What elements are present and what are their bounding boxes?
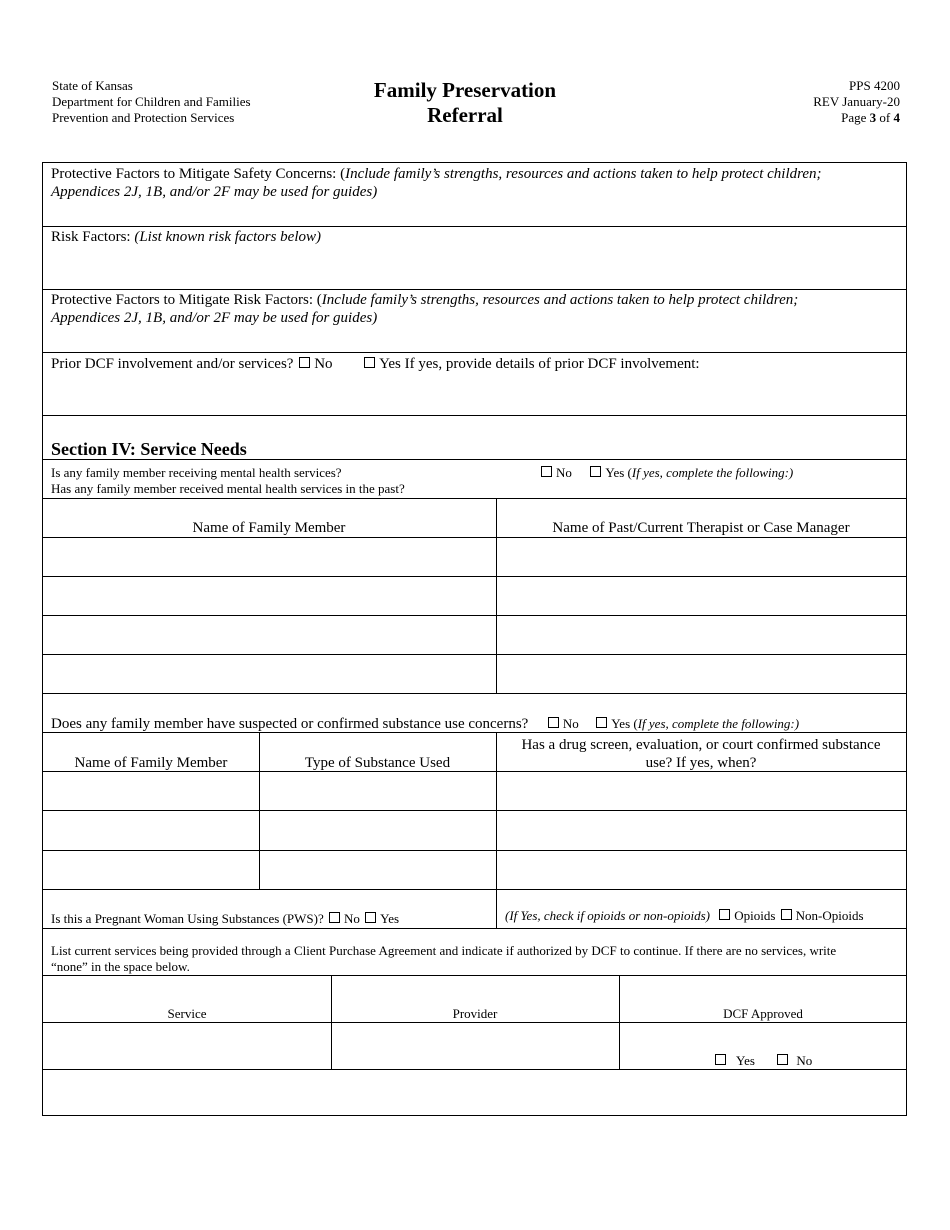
pws-yes-checkbox[interactable] bbox=[365, 912, 376, 923]
protective-risk-label: Protective Factors to Mitigate Risk Factors: (Include family’s strengths, resources and actions taken to help protect children; Appendices 2J, 1B, and/or 2F may be used for guides) bbox=[51, 292, 799, 326]
divider bbox=[43, 352, 906, 353]
mh-yes-label: Yes ( bbox=[605, 465, 632, 480]
mh-yes-checkbox[interactable] bbox=[590, 466, 601, 477]
sub-col-family-member: Name of Family Member bbox=[74, 755, 228, 771]
referral-form bbox=[42, 162, 907, 1116]
substance-row bbox=[51, 715, 799, 733]
mh-questions bbox=[51, 465, 405, 497]
divider bbox=[43, 226, 906, 227]
form-revision: REV January-20 bbox=[813, 94, 900, 109]
section-iv-title: Section IV: Service Needs bbox=[51, 439, 247, 459]
opioids-label: Opioids bbox=[734, 908, 776, 923]
divider bbox=[43, 975, 906, 976]
substance-yes-checkbox[interactable] bbox=[596, 717, 607, 728]
sub-row bbox=[43, 850, 906, 851]
svc-col-provider: Provider bbox=[452, 1006, 498, 1021]
pws-no-checkbox[interactable] bbox=[329, 912, 340, 923]
non-opioids-label: Non-Opioids bbox=[795, 908, 864, 923]
mh-yes-instruction: If yes, complete the following:) bbox=[631, 465, 794, 480]
mh-row bbox=[43, 654, 906, 655]
dcf-approved-yes-label: Yes bbox=[736, 1053, 755, 1068]
prior-dcf-no-label: No bbox=[314, 356, 333, 372]
svc-row bbox=[43, 1022, 906, 1023]
page-word: Page bbox=[841, 110, 867, 125]
mh-question-2: Has any family member received mental health services in the past? bbox=[51, 481, 405, 496]
form-title-line1: Family Preservation bbox=[373, 78, 557, 102]
prior-dcf-no-checkbox[interactable] bbox=[299, 357, 310, 368]
mh-col-therapist: Name of Past/Current Therapist or Case Manager bbox=[552, 520, 850, 536]
mh-no-label: No bbox=[556, 465, 572, 480]
agency-line: Prevention and Protection Services bbox=[52, 110, 235, 125]
protective-safety-label: Protective Factors to Mitigate Safety Concerns: (Include family’s strengths, resources and actions taken to help protect children; Appendices 2J, 1B, and/or 2F may be used for guides) bbox=[51, 166, 822, 200]
substance-yes-label: Yes ( bbox=[611, 716, 638, 731]
opioids-checkbox[interactable] bbox=[719, 909, 730, 920]
mh-no-checkbox[interactable] bbox=[541, 466, 552, 477]
substance-no-checkbox[interactable] bbox=[548, 717, 559, 728]
page-current: 3 bbox=[869, 110, 877, 125]
non-opioids-checkbox[interactable] bbox=[781, 909, 792, 920]
mh-row bbox=[43, 537, 906, 538]
form-id-block bbox=[813, 78, 900, 126]
dcf-approved-options bbox=[713, 1053, 812, 1069]
substance-question: Does any family member have suspected or confirmed substance use concerns? bbox=[51, 716, 529, 732]
divider bbox=[43, 928, 906, 929]
opioid-instruction: (If Yes, check if opioids or non-opioids) bbox=[505, 908, 710, 923]
divider bbox=[43, 289, 906, 290]
agency-line: State of Kansas bbox=[52, 78, 133, 93]
sub-col-screen: Has a drug screen, evaluation, or court confirmed substance use? If yes, when? bbox=[521, 737, 881, 771]
sub-row bbox=[43, 771, 906, 772]
risk-factors-label: Risk Factors: (List known risk factors below) bbox=[51, 229, 322, 245]
dcf-approved-no-checkbox[interactable] bbox=[777, 1054, 788, 1065]
pws-no-label: No bbox=[344, 911, 360, 926]
page-total: 4 bbox=[893, 110, 900, 125]
divider bbox=[43, 498, 906, 499]
prior-dcf-yes-checkbox[interactable] bbox=[364, 357, 375, 368]
prior-dcf-question: Prior DCF involvement and/or services? bbox=[51, 356, 294, 372]
page-indicator bbox=[813, 110, 900, 126]
substance-yes-instruction: If yes, complete the following:) bbox=[637, 716, 800, 731]
form-number: PPS 4200 bbox=[849, 78, 900, 93]
mh-row bbox=[43, 576, 906, 577]
dcf-approved-yes-checkbox[interactable] bbox=[715, 1054, 726, 1065]
pws-row bbox=[51, 911, 399, 927]
form-title-line2: Referral bbox=[427, 103, 503, 127]
services-instructions: List current services being provided through a Client Purchase Agreement and indicate if authorized by DCF to continue. If there are no services, write “none” in the space below. bbox=[51, 943, 837, 974]
agency-line: Department for Children and Families bbox=[52, 94, 251, 109]
svc-col-service: Service bbox=[167, 1006, 207, 1021]
opioid-row bbox=[505, 908, 864, 924]
form-title bbox=[0, 78, 930, 128]
sub-col-substance: Type of Substance Used bbox=[304, 755, 451, 771]
svc-col-dcf-approved: DCF Approved bbox=[723, 1006, 803, 1021]
divider bbox=[43, 889, 906, 890]
divider bbox=[43, 1069, 906, 1070]
pws-question: Is this a Pregnant Woman Using Substances (PWS)? bbox=[51, 911, 324, 926]
prior-dcf-row bbox=[51, 355, 700, 373]
mh-options bbox=[539, 465, 793, 481]
prior-dcf-details-label: If yes, provide details of prior DCF involvement: bbox=[404, 356, 700, 372]
substance-no-label: No bbox=[562, 716, 579, 731]
mh-question-1: Is any family member receiving mental health services? bbox=[51, 465, 342, 480]
sub-row bbox=[43, 810, 906, 811]
divider bbox=[43, 459, 906, 460]
mh-col-family-member: Name of Family Member bbox=[192, 520, 346, 536]
page-of: of bbox=[879, 110, 891, 125]
prior-dcf-yes-label: Yes bbox=[379, 356, 401, 372]
divider bbox=[43, 732, 906, 733]
column-divider bbox=[496, 498, 497, 693]
dcf-approved-no-label: No bbox=[796, 1053, 813, 1068]
mh-row bbox=[43, 615, 906, 616]
divider bbox=[43, 415, 906, 416]
column-divider bbox=[496, 732, 497, 928]
divider bbox=[43, 693, 906, 694]
pws-yes-label: Yes bbox=[380, 911, 400, 926]
